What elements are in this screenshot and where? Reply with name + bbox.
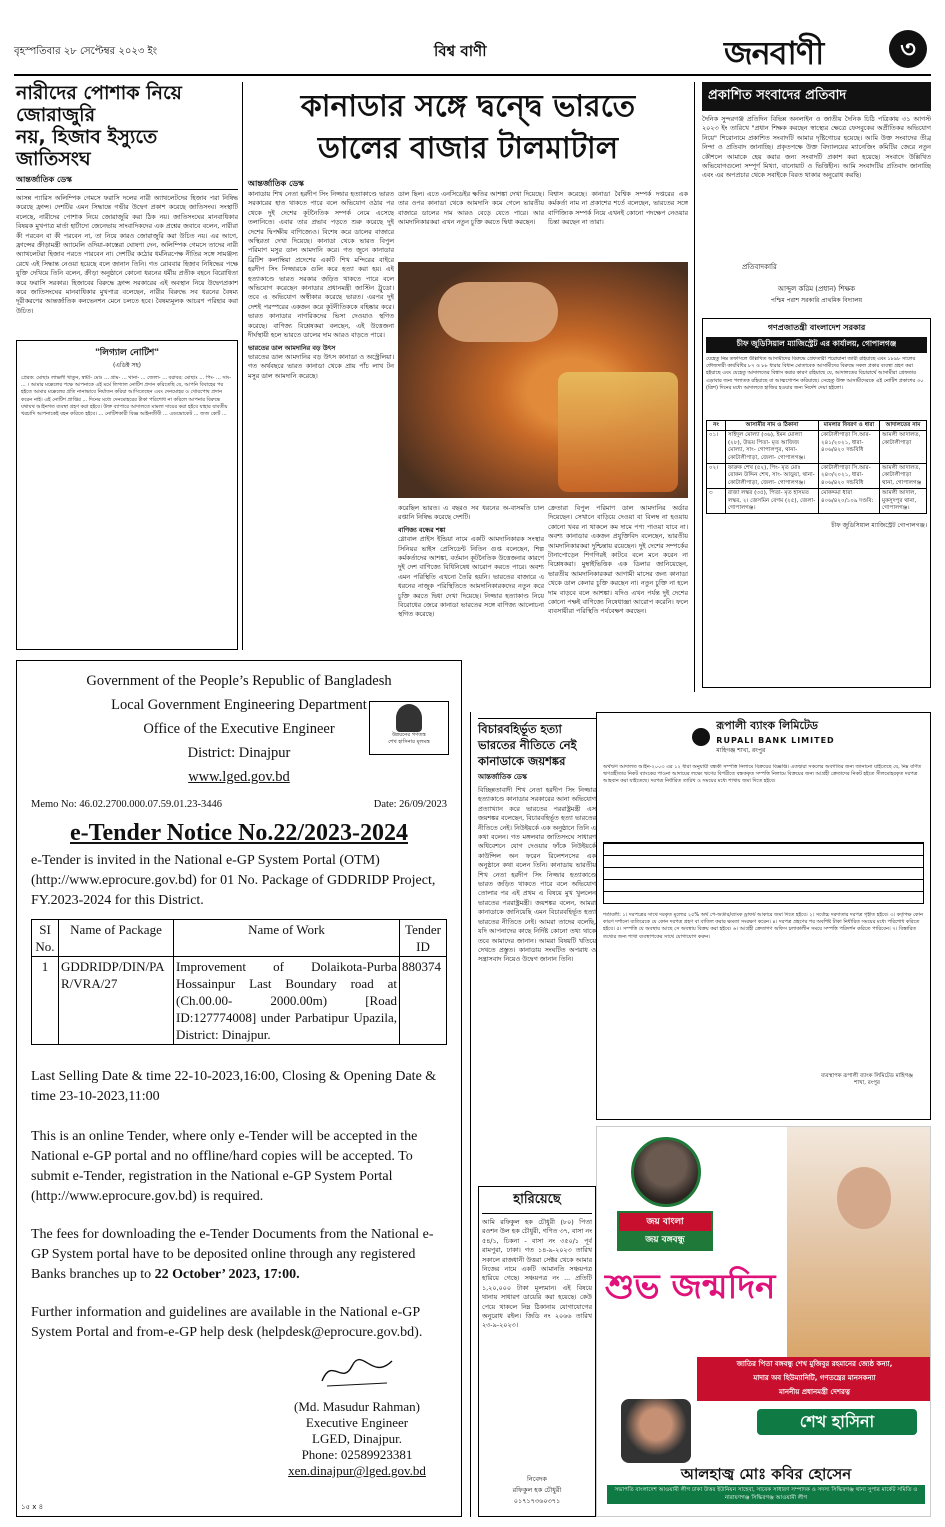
- tender-intro: e-Tender is invited in the National e-GP System Portal (OTM) (http://www.eprocure.gov.bd) for 01 No. Package of GDDRIDP Project, FY.2023-2024 for this District.: [31, 853, 436, 908]
- story-hijab-body: আসন্ন প্যারিস অলিম্পিক গেমসে ফরাসি দলের নারী অ্যাথলেটদের হিজাব পরা নিষিদ্ধ করেছে ফ্রান্স। দেশটির এমন সিদ্ধান্তে গভীর উদ্বেগ প্রকাশ করেছে জাতিসংঘ। সংস্থাটি বলেছে, নারীদের পোশাক নিয়ে জোরাজুরি করা ঠিক নয়। জাতিসংঘের মানবাধিকার বিষয়ক মুখপাত্র মার্তা হার্টাদো জেনেভায় সাংবাদিকদের এক প্রশ্নের জবাবে বলেন, নারীরা কী পরবেন বা কী পরবেন না, তা নিয়ে কারও জোরাজুরি করা উচিত নয়। এর আগে, ফ্রান্সের ক্রীড়ামন্ত্রী অ্যামেলি ওদিয়া-কাস্তেরা ঘোষণা দেন, অলিম্পিক গেমসে তাদের নারী অ্যাথলেটরা হিজাব পরতে পারবেন না। দেশটির কঠোর ধর্মনিরপেক্ষ নীতির সঙ্গে সামঞ্জস্য রেখে এই সিদ্ধান্ত নেওয়া হয়েছে বলে জানান তিনি। গত রোববার হিজাব নিষিদ্ধের পক্ষে যুক্তি দেখিয়ে তিনি বলেন, ক্রীড়া অনুষ্ঠানে কোনো ধরনের ধর্মীয় প্রতীক বহনে বিরোধিতা করে ফরাসি সরকার। হিজাবের বিরুদ্ধে ফ্রান্স সরকারের এই অবস্থান নিয়ে উদ্বেগপ্রকাশ করে জাতিসংঘের মানবাধিকার মুখপাত্র বলেছেন, নারীর বিরুদ্ধে সব ধরনের বৈষম্য দূরীকরণের আন্তর্জাতিক কনভেনশন মেনে চলতে হবে। বৈষম্যমূলক আচরণ পরিহার করা উচিত।: [16, 194, 238, 315]
- tender-fees: The fees for downloading the e-Tender Documents from the National e-GP System portal have to be deposited online through any registered Banks branches up to 22 October’ 2023, 17:00.: [31, 1227, 434, 1282]
- legal-notice: [16, 340, 238, 650]
- court-body: যেহেতু নিম্ন তফসিলে উল্লিখিত আসামীদের বিরুদ্ধে গ্রেফতারী পরোয়ানা জারী রহিয়াছে এবং ১৮৯৮ সালের ফৌজদারী কার্যবিধির ৮৭ ও ৮৮ ধারার বিধান মোতাবেক আসামীদের বিরুদ্ধে সকল প্রকার ব্যবস্থা গ্রহণ করা হইয়াছে এবং যেহেতু আদালতের বিশ্বাস করার কারণ রহিয়াছে যে, আদালতের বিচারার্থে আসামীরা গ্রেফতার এড়াবার জন্য পলাতক রহিয়াছে বা আত্মগোপন করিয়াছে। সেহেতু উক্ত আসামীদেরকে এই নোটিশ প্রকাশের ৩০ (ত্রিশ) দিনের মধ্যে আদালতে হাজির হওয়ার জন্য নির্দেশ দেয়া হইলো।: [706, 356, 924, 391]
- protest-sign-title: প্রতিবাদকারি: [742, 263, 777, 271]
- tender-selling: Last Selling Date & time 22-10-2023,16:00, Closing & Opening Date & time 23-10-2023,11:00: [31, 1069, 437, 1104]
- lost-signer: রফিকুল হক চৌধুরী: [512, 1486, 562, 1494]
- tender-signature-block: (Md. Masudur Rahman) Executive Engineer LGED, Dinajpur. Phone: 02589923381 xen.dinajpur@lged.gov.bd: [267, 1399, 447, 1479]
- protest-body: দৈনিক সুন্দরগঞ্জ প্রতিদিন বিভিন্ন অনলাইন ও জাতীয় দৈনিক চিঠি পত্রিকায় ৩১ আগস্ট ২০২৩ ইং তারিখে "প্রধান শিক্ষক করছেন স্বাস্থ্যের ক্ষেত্রে ফেসবুকের অপ্রীতিকর অভিযোগ নিয়ে" শিরোনামে প্রকাশিত সংবাদটি আমার দৃষ্টিগোচর হয়েছে। আমি উক্ত সংবাদের তীব্র নিন্দা ও প্রতিবাদ জানাচ্ছি। প্রকৃতপক্ষে উক্ত বিদ্যালয়ের ম্যানেজিং কমিটির জেরে নতুন কৌশলে আমাকে হেয় করার জন্য সংবাদটি প্রকাশ করা হয়েছে। সংবাদে উল্লিখিত অভিযোগগুলো সম্পূর্ণ মিথ্যা, বানোয়াট ও ভিত্তিহীন। আমি সংবাদটির প্রতিবাদ জানাচ্ছি এবং এর অপপ্রচার থেকে সবাইকে বিরত থাকার অনুরোধ করছি।: [702, 115, 931, 180]
- tender-col-work: Name of Work: [174, 920, 400, 957]
- table-row: ০২। ফারুক শেখ (৫২), পিং- মৃত মোঃ রোকন উদ্দিন শেখ, সাং- আড়ুয়া, থানা- কোটালীপাড়া, জেলা- গোপালগঞ্জ। কোটালীপাড়া সি.আর- ২৪৩/২০২১, ধারা- ৪০৬/৪২০ দন্ডবিধি আমলী আদালত, কোটালীপাড়া থানা, গোপালগঞ্জ: [707, 464, 927, 489]
- column-rule: [694, 82, 695, 692]
- ad-slogan-box: [617, 1211, 713, 1251]
- story-killing-title: বিচারবহির্ভূত হত্যা ভারতের নীতিতে নেই কানাডাকে জয়শঙ্কর: [478, 718, 596, 769]
- bank-schedule-table: [603, 842, 924, 904]
- lentil-sack-graphic: [558, 372, 678, 492]
- pm-face-graphic: [837, 1167, 891, 1229]
- tender-email-link[interactable]: xen.dinajpur@lged.gov.bd: [288, 1463, 426, 1478]
- story-killing-body: বিচ্ছিন্নতাবাদী শিখ নেতা হরদীপ সিং নিজ্জার হত্যাকাণ্ডে কানাডার সরকারের আনা অভিযোগ প্রত্যাখ্যান করে ভারতের পররাষ্ট্রমন্ত্রী এস জয়শঙ্কর বলেছেন, বিচারবহির্ভূত হত্যা ভারতের নীতিতে নেই। নিউইয়র্কে এক অনুষ্ঠানে তিনি এ কথা বলেন। গত মঙ্গলবার জাতিসংঘে সাধারণ অধিবেশনে যোগ দেওয়ার ফাঁকে নিউইয়র্কে কাউন্সিল অন ফরেন রিলেশনসের এক অনুষ্ঠানে কথা বলেন তিনি। কানাডায় ভারতীয় শিখ নেতা হরদীপ সিং নিজ্জার হত্যাকাণ্ডে ভারত জড়িত থাকতে পারে বলে অভিযোগ তোলার পর এই প্রথম এ বিষয়ে মুখ খুললেন ভারতের পররাষ্ট্রমন্ত্রী। জয়শঙ্কর বলেন, আমরা কানাডাকে জানিয়েছি এমন বিচারবহির্ভূত হত্যা ভারতের নীতিতে নেই। আমরা তাদের বলেছি, যদি আপনাদের কাছে নির্দিষ্ট কোনো তথ্য থাকে তবে আমাদের জানান। আমরা বিষয়টি খতিয়ে দেখতে প্রস্তুত। কানাডায় সংঘটিত অপরাধ ও সন্ত্রাসবাদ নিয়েও উদ্বেগ জানান তিনি।: [478, 786, 596, 964]
- story-hijab: [16, 82, 238, 332]
- lged-logo: [369, 701, 449, 755]
- bank-notice: [596, 712, 931, 1120]
- logo-caption1: উন্নয়নের গণতন্ত্র: [392, 732, 426, 738]
- bank-name-bn: রূপালী ব্যাংক লিমিটেড: [716, 719, 819, 732]
- masthead-logo: [724, 28, 884, 72]
- court-col-case: মামলার বিবরণ ও ধারা: [819, 421, 880, 431]
- story-lentil-byline: আন্তর্জাতিক ডেস্ক: [248, 179, 304, 188]
- lost-body: আমি রফিকুল হক চৌধুরী (৮০) পিতা রওশন উল হক চৌধুরী, গণিত ৩৭, বাসা নং ৫৪/১, চিকনা - বাসা নং ৩৫০/১ পূর্ব রামপুরা, ঢাকা। গত ১৪-৯-২০২৩ তারিখ সকালে রাজধানী উত্তরা সেক্টর থেকে আমার নিজের নামে একটি আমানতি সঞ্চয়পত্র হারিয়ে গেছে। সঞ্চয়পত্র নং ... প্রতিটি ১,২০,০০০ টাকা মূল্যমান। এই বিষয়ে থানায় সাধারণ ডায়েরি করা হয়েছে। কেউ পেয়ে থাকলে নিম্ন ঠিকানায় যোগাযোগের অনুরোধ রইল। জিডি নং ২০৬৬ তারিখ ২৩-৯-২০২৩।: [482, 1218, 592, 1330]
- story-hijab-title: নারীদের পোশাক নিয়ে জোরাজুরি নয়, হিজাব ইস্যুতে জাতিসংঘ: [16, 82, 182, 170]
- protest-signatory-org: পশ্চিম পরাশ সরকারি প্রাথমিক বিদ্যালয়: [770, 297, 863, 304]
- bank-body-bottom: শর্তাবলী: ১। দরপত্রের সাথে দরকৃত মূল্যের ২৫% অর্থ পে-অর্ডার/ব্যাংক ড্রাফট আকারে জমা দিতে হইবে। ২। সর্বোচ্চ দরদাতার দরপত্র গৃহীত হইবে। ৩। কর্তৃপক্ষ কোন কারণ দর্শানো ব্যতিরেকে যে কোন দরপত্র গ্রহণ বা বাতিল করার ক্ষমতা সংরক্ষণ করেন। ৪। দরপত্র গ্রহণের পর অবশিষ্ট টাকা নির্ধারিত সময়ের মধ্যে পরিশোধ করিতে হইবে। ৫। সম্পত্তি যে অবস্থায় আছে সে অবস্থায় বিক্রয় করা হইবে। ৬। আগ্রহী ক্রেতাগণ অফিস চলাকালীন সময়ে সম্পত্তি পরিদর্শন করিতে পারিবেন। ৭। বিস্তারিত তথ্যের জন্য শাখা ব্যবস্থাপকের সাথে যোগাযোগ করুন।: [603, 912, 923, 940]
- table-row: ০১। সাইদুল মোল্যা (৩৬), ইমন মোল্যা (২৮), উভয় পিতা- মৃত আজিজ মোল্যা, সাং- গোপালপুর, থানা- কোটালীপাড়া, জেলা- গোপালগঞ্জ। কোটালীপাড়া সি.আর- ২৪১/২০২১, ধারা- ৪০৬/৪২০ দন্ডবিধি আমলী আদালত, কোটালীপাড়া: [707, 431, 927, 464]
- tender-table: [31, 919, 447, 1045]
- legal-notice-title: "লিগ্যাল নোটিশ": [94, 348, 160, 358]
- birthday-ad: [596, 1126, 931, 1517]
- header-section: বিশ্ব বাণী: [434, 42, 487, 60]
- story-lentil-col3: বিশ্বাস করেছে। কানাডা বৈশ্বিক সম্পর্ক দপ্তরের এক কর্মকর্তা নাম না প্রকাশের শর্তে বলেছেন, ভারতের সঙ্গে বাণিজ্যিক সম্পর্ক নিয়ে এখনই কোনো পদক্ষেপ নেওয়ার চিন্তা করছেন না তারা।: [548, 190, 688, 227]
- bank-header: [603, 717, 924, 756]
- story-lentil-title: কানাডার সঙ্গে দ্বন্দ্বে ভারতে ডালের বাজার টালমাটাল: [300, 89, 636, 166]
- lentil-photo: [398, 262, 688, 498]
- ad-leader-portrait: [631, 1137, 701, 1207]
- signature-scribble: [317, 1351, 397, 1391]
- story-lentil-col2-lower: করেছিল ভারত। এ বছরও সব ধরনের অ-বাসমতি চাল রপ্তানি নিষিদ্ধ করেছে দেশটি। বাণিজ্য বন্ধের শঙ্কা গ্লোবাল প্রাইস ইন্ডিয়া নামে একটি আমদানিকারক সংস্থার সিনিয়র ভাইস প্রেসিডেন্ট নিতিন গুপ্ত বলেছেন, শিল্প কর্মকর্তাদের আশঙ্কা, বর্তমান কূটনৈতিক উত্তেজনার কারণে দুই দেশ বাণিজ্যে বিধিনিষেধ আরোপ করতে পারে। অবশ্য এমন পরিস্থিতি এখনো তৈরি হয়নি। ভারতের বাজারে এ ধরনের নাজুক পরিস্থিতিতে আমদানিকারকদের নতুন করে চুক্তি করতে দ্বিধা দেখা দিয়েছে। নিজ্জার হত্যাকাণ্ড নিয়ে বিরোধের জেরে কানাডা ভারতের সঙ্গে বাণিজ্য আলোচনা স্থগিত করেছে।: [398, 504, 544, 619]
- bank-name-en: RUPALI BANK LIMITED: [716, 736, 835, 745]
- page-number-badge: [889, 30, 927, 68]
- court-signature: চীফ জুডিসিয়াল ম্যাজিস্ট্রেট গোপালগঞ্জ।: [831, 522, 927, 530]
- court-notice: [702, 318, 931, 688]
- logo-caption2: শেখ হাসিনার মূলমন্ত্র: [388, 739, 430, 745]
- story-killing: [478, 718, 596, 1178]
- header-bar: [14, 30, 931, 72]
- tender-title: e-Tender Notice No.22/2023-2024: [70, 820, 408, 846]
- tender-col-package: Name of Package: [59, 920, 174, 957]
- court-col-no: নং: [707, 421, 726, 431]
- legal-notice-body: প্রেরক: মোছাঃ লাভলী খাতুন, স্বামী- মোঃ ... গ্রাম- ... থানা- ... জেলা- ... বরাবর: মোছাঃ ... পিং- ... সাং- ... । আমার মক্কেলের পক্ষে আপনাকে এই মর্মে লিগ্যাল নোটিশ প্রদান করিতেছি যে, আপনি বিবাহের পর হইতে আমার মক্কেলের প্রতি নানাভাবে নির্যাতন করিয়া আসিতেছেন এবং দেনমোহর ও খোরপোষ প্রদান করেন নাই। এই নোটিশ প্রাপ্তির ... দিনের মধ্যে দেনমোহরের টাকা পরিশোধ না করিলে আপনার বিরুদ্ধে যথাযথ আইনগত ব্যবস্থা গ্রহণ করা হইবে। উক্ত ব্যাপারে আদালতে মামলা দায়ের করা হইবে যাহার যাবতীয় খরচাদি আপনাকেই বহন করিতে হইবে। ... নোটিশকারী বিজ্ঞ আইনজীবী ... এডভোকেট ... জজ কোর্ট ...: [21, 375, 232, 418]
- ad-sender-name: আলহাজ্ব মোঃ কবির হোসেন: [680, 1465, 852, 1483]
- court-col-name: আসামীর নাম ও ঠিকানা: [726, 421, 819, 431]
- legal-notice-subtitle: (এডিক্ট সহ): [112, 362, 142, 369]
- lost-phone: ০১৭১৭৩৬০৩৭১: [513, 1497, 561, 1505]
- bank-branch: মাহিগঞ্জ শাখা, রংপুর: [716, 747, 766, 754]
- table-row: 1 GDDRIDP/DIN/PAR/VRA/27 Improvement of Dolaikota-Purba Hossainpur Last Boundary road at (Ch.00.00- 2000.00m) [Road ID:127774008] under Parbatipur Upazila, District: Dinajpur. 880374: [32, 957, 447, 1045]
- tender-further: Further information and guidelines are available in the National e-GP System Portal and from-e-GP help desk (helpdesk@eprocure.gov.bd).: [31, 1305, 423, 1340]
- page-number: ৩: [900, 35, 916, 63]
- portrait-icon: [396, 704, 422, 732]
- story-hijab-byline: আন্তর্জাতিক ডেস্ক: [16, 174, 238, 190]
- tender-gov-header: Government of the People’s Republic of Bangladesh Local Government Engineering Department Office of the Executive Engineer District: Dinajpur www.lged.gov.bd: [31, 669, 447, 789]
- column-rule: [242, 82, 243, 650]
- column-rule: [470, 712, 471, 1517]
- hand-graphic: [438, 282, 558, 342]
- story-killing-byline: আন্তর্জাতিক ডেস্ক: [478, 773, 527, 781]
- header-date: বৃহস্পতিবার ২৮ সেপ্টেম্বর ২০২৩ ইং: [14, 46, 158, 57]
- lost-notice: [478, 1186, 596, 1517]
- lost-signer-label: নিবেদক: [527, 1475, 547, 1483]
- tender-col-id: Tender ID: [400, 920, 447, 957]
- protest-title: প্রকাশিত সংবাদের প্রতিবাদ: [702, 82, 931, 111]
- ad-sender-desc: সভাপতি বাংলাদেশ আওয়ামী লীগ ঢাকা উত্তর ইউনিয়ন সাহেবা, সাবেক সাধারণ সম্পাদক ও সদস্য সিদ্ধিরগঞ্জ থানা সুপার মার্কেট সমিতি ও নারায়ণগঞ্জ সিদ্ধিরগঞ্জ আওয়ামী লীগ: [607, 1485, 925, 1504]
- tender-memo-row: [31, 799, 447, 810]
- signature-icon: [317, 1351, 397, 1391]
- protest-signatory: আব্দুল করিম (প্রধান) শিক্ষক: [777, 285, 856, 293]
- bank-signature: ব্যবস্থাপক রূপালী ব্যাংক লিমিটেড মাহিগঞ্জ শাখা, রংপুর: [821, 1073, 913, 1086]
- table-row: ৩ রাজা লস্কর (৩৫), পিতা- মৃত হাসমত লস্কর, ২। জেসমিন বেগম (২৫), জেলা- গোপালগঞ্জ। মোকদ্দমা ধারা ৪০৬/৪২০/১০৯ দণ্ডবি: আমলী আদাল, মুকসুদপুর থানা, গোপালগঞ্জ।: [707, 489, 927, 514]
- tender-memo: Memo No: 46.02.2700.000.07.59.01.23-3446: [31, 799, 223, 810]
- tender-notice: [16, 660, 462, 1517]
- story-lentil-col3-lower: ক্রেতারা বিপুল পরিমাণ ডাল আমদানির অর্ডার দিয়েছেন। সেখানে বাড়িয়ে দেওয়া বা বিলম্ব না হওয়ায় কোনো খবর না থাকলে কম দামে পণ্য পাওয়া যাবে না। অবশ্য কানাডার একজন প্রযুক্তিবিদ বলেছেন, ভারতীয় আমদানিকারকরা দুশ্চিন্তায় রয়েছেন। দুই দেশের সম্পর্কের টানাপোড়েন শিগগিরই কাটবে বলে মনে করেন না বিশ্লেষকরা। মুম্বাইভিত্তিক এক ডিলার জানিয়েছেন, ভারতীয় আমদানিকারকরা আগামী মাসের জন্য কানাডা থেকে ডাল কেনার চুক্তি করছেন না। নতুন চুক্তি না হলে দাম বাড়বে বলে আশঙ্কা। যদিও এখন পর্যন্ত দুই দেশের কোনো পক্ষই বাণিজ্যে নিষেধাজ্ঞা আরোপ করেনি। ফলে ব্যবসায়ীরা পরিস্থিতি পর্যবেক্ষণ করছেন।: [548, 504, 688, 616]
- logo-text: জনবাণী: [724, 34, 824, 72]
- court-table: [706, 420, 927, 514]
- header-rule: [14, 74, 931, 76]
- story-lentil-col2: ডাল ছিল। এতে এনসিডেইর ক্ষতির আশঙ্কা দেখা দিয়েছে। তার ওপর কানাডা থেকে আমদানি কমে গেলে ভারতীয় বাজারে ডালের দাম আরও বেড়ে যেতে পারে। আর আমদানিকারকরা এখন নতুন চুক্তি করতে দ্বিধা করছেন।: [398, 190, 544, 227]
- story-lentil-col1: কানাডায় শিখ নেতা হরদীপ সিং নিজ্জার হত্যাকাণ্ডে ভারত সরকারের হাত থাকতে পারে বলে অভিযোগ ওঠার পর থেকে দুই দেশের কূটনৈতিক সম্পর্ক নেমে এসেছে তলানিতে। এবার তার প্রভাব পড়তে শুরু করেছে দুই দেশের দ্বিপক্ষীয় বাণিজ্যেও। বিশেষ করে ডালের বাজারে অস্থিরতা দেখা দিয়েছে। কানাডা থেকে ভারত বিপুল পরিমাণ মসুর ডাল আমদানি করে। গত জুনে কানাডার ব্রিটিশ কলাম্বিয়া প্রদেশের একটি শিখ মন্দিরের বাইরে হরদীপ সিং নিজ্জারকে গুলি করে হত্যা করা হয়। এই হত্যাকাণ্ডে ভারত সরকার জড়িত থাকতে পারে বলে অভিযোগ করেছেন কানাডার প্রধানমন্ত্রী জাস্টিন ট্রুডো। তবে এ অভিযোগ অস্বীকার করেছে ভারত। এরপর দুই দেশই পরস্পরের একজন করে কূটনীতিককে বহিষ্কার করে। ভারত কানাডার নাগরিকদের ভিসা দেওয়াও স্থগিত করেছে। বাণিজ্য বিশ্লেষকরা বলছেন, এই উত্তেজনা দীর্ঘস্থায়ী হলে ভারতে ডালের দাম আরও বাড়তে পারে। ভারতের ডাল আমদানির বড় উৎস ভারতের ডাল আমদানির বড় উৎস কানাডা ও অস্ট্রেলিয়া। গত অর্থবছরে ভারত কানাডা থেকে প্রায় পাঁচ লাখ টন মসুর ডাল আমদানি করেছে।: [248, 190, 394, 380]
- ad-slogan1: জয় বাংলা: [646, 1217, 684, 1227]
- tender-footer-code: ১৫ x ৪: [21, 1503, 44, 1511]
- tender-online: This is an online Tender, where only e-Tender will be accepted in the National e-GP portal and no offline/hard copies will be accepted. To submit e-Tender, registration in the National e-GP System Portal (http://www.eprocure.gov.bd) is required.: [31, 1129, 418, 1204]
- protest-box: [702, 82, 931, 312]
- story-lentil-subhead1: বাণিজ্য বন্ধের শঙ্কা: [398, 525, 446, 534]
- court-col-court: আদালতের নাম: [880, 421, 927, 431]
- ad-pm-photo: [787, 1127, 931, 1357]
- lost-title: হারিয়েছে: [482, 1190, 592, 1214]
- ad-sender-photo: [621, 1399, 691, 1463]
- ad-tagline-band: জাতির পিতা বঙ্গবন্ধু শেখ মুজিবুর রহমানের জ্যেষ্ঠ কন্যা, মাদার অব হিউম্যানিটি, গণতন্ত্রের মানসকন্যা মাননীয় প্রধানমন্ত্রী দেশরত্ন: [697, 1357, 931, 1401]
- ad-slogan2: জয় বঙ্গবন্ধু: [619, 1231, 711, 1249]
- ad-greeting: শুভ জন্মদিন: [605, 1267, 776, 1307]
- ad-honoree: শেখ হাসিনা: [757, 1409, 917, 1435]
- bank-body-top: অর্থঋণ আদালত আইন-২০০৩ এর ১২ ধারা অনুযায়ী বন্ধকী সম্পত্তি নিলামে বিক্রয়ের বিজ্ঞপ্তি। এতদ্বারা সকলের অবগতির জন্য জানানো যাইতেছে যে, নিম্ন বর্ণিত ঋণগ্রহীতার নিকট ব্যাংকের পাওনা আদায়ের লক্ষ্যে ঋণের বিপরীতে বন্ধককৃত সম্পত্তি নিলামে বিক্রয়ের জন্য আগ্রহী ক্রেতাদের নিকট হইতে সীলমোহরকৃত দরপত্র আহবান করা যাইতেছে। দরপত্র নির্ধারিত তারিখ ও সময়ের মধ্যে শাখায় জমা দিতে হইবে।: [603, 764, 922, 785]
- court-title1: গণপ্রজাতন্ত্রী বাংলাদেশ সরকার: [767, 323, 866, 332]
- bank-logo-icon: [692, 728, 710, 746]
- tender-col-si: SI No.: [32, 920, 59, 957]
- tender-website[interactable]: www.lged.gov.bd: [188, 769, 290, 785]
- tender-date: Date: 26/09/2023: [373, 799, 447, 810]
- court-title2: চীফ জুডিসিয়াল ম্যাজিস্ট্রেট এর কার্যালয়, গোপালগঞ্জ: [706, 337, 927, 353]
- story-lentil-subhead2: ভারতের ডাল আমদানির বড় উৎস: [248, 343, 336, 352]
